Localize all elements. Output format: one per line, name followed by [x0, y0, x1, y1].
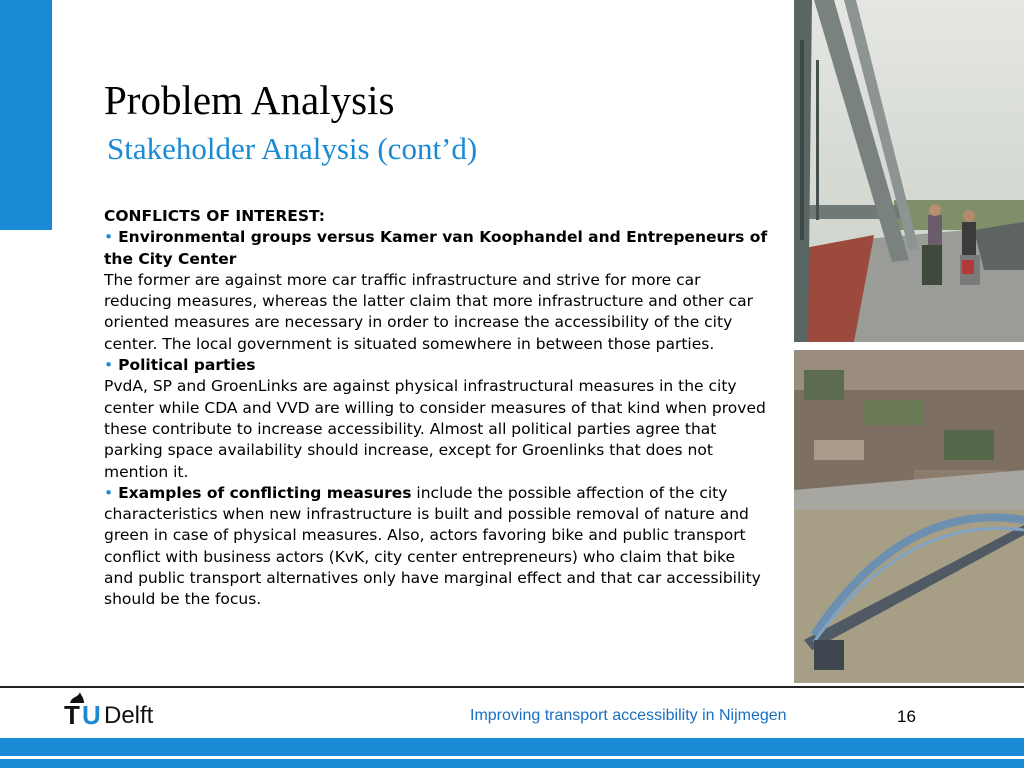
item-1-title-line: [104, 227, 768, 270]
item-1-text: The former are against more car traffic infrastructure and strive for more car reducing measures, whereas the latter claim that more infrastructure and other car oriented measures are necessary in order to increase the accessibility of the city center. The local government is situated somewhere in between those parties.: [104, 270, 754, 353]
item-2-text: PvdA, SP and GroenLinks are against physical infrastructural measures in the city center while CDA and VVD are willing to consider measures of that kind when proved these contribute to increase accessibility. Almost all political parties agree that parking space availability should increase, except for Groenlinks that does not mention it.: [104, 377, 766, 481]
bullet-icon: •: [104, 228, 114, 247]
bullet-icon: •: [104, 356, 114, 375]
slide-body: [104, 206, 768, 611]
item-1-title: Environmental groups versus Kamer van Koophandel and Entrepeneurs of the City Center: [104, 228, 768, 268]
item-2-title: Political parties: [118, 356, 256, 375]
bridge-walkway-photo: [794, 0, 1024, 342]
logo-letter-u: U: [82, 700, 101, 730]
tudelft-logo: [64, 690, 174, 734]
bottom-band-stripe: [0, 756, 1024, 759]
slide-subtitle: Stakeholder Analysis (cont’d): [107, 131, 478, 166]
logo-delft: Delft: [104, 702, 154, 729]
accent-bar: [0, 0, 52, 230]
city-bridge-aerial-photo: [794, 350, 1024, 683]
footer-caption: Improving transport accessibility in Nijmegen: [470, 707, 787, 724]
bullet-icon: •: [104, 483, 114, 502]
footer-divider: [0, 686, 1024, 688]
bottom-band: [0, 738, 1024, 768]
page-number: 16: [897, 707, 916, 726]
conflicts-heading: CONFLICTS OF INTEREST:: [104, 207, 325, 225]
item-3-text: include the possible affection of the city characteristics when new infrastructure is built and possible removal of nature and green in case of physical measures. Also, actors favoring bike and public transport conflict with business actors (KvK, city center entrepreneurs) who claim that bike and public transport alternatives only have marginal effect and that car accessibility should be the focus.: [104, 483, 761, 609]
slide-title: Problem Analysis: [104, 77, 395, 123]
item-3-line: [104, 483, 768, 611]
item-3-title: Examples of conflicting measures: [118, 483, 412, 502]
logo-letter-t: T: [64, 700, 80, 730]
item-2-title-line: [104, 355, 768, 376]
